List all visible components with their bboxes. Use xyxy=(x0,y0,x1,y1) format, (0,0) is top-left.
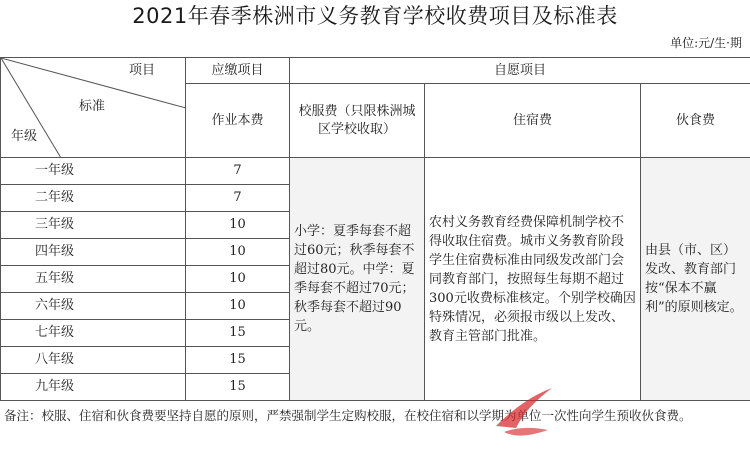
homework-fee-cell: 15 xyxy=(186,374,290,401)
grade-cell: 一年级 xyxy=(1,158,186,185)
grade-cell: 九年级 xyxy=(1,374,186,401)
homework-fee-cell: 10 xyxy=(186,293,290,320)
grade-cell: 二年级 xyxy=(1,185,186,212)
unit-label: 单位:元/生·期 xyxy=(670,36,742,50)
grade-cell: 五年级 xyxy=(1,266,186,293)
homework-fee-cell: 10 xyxy=(186,212,290,239)
page-title: 2021年春季株洲市义务教育学校收费项目及标准表 xyxy=(132,4,618,28)
lodging-fee-header: 住宿费 xyxy=(425,84,641,158)
homework-fee-cell: 10 xyxy=(186,266,290,293)
homework-fee-cell: 15 xyxy=(186,347,290,374)
diag-label-standard: 标准 xyxy=(79,99,106,114)
uniform-fee-header: 校服费（只限株洲城区学校收取） xyxy=(290,84,425,158)
diag-label-project: 项目 xyxy=(129,63,156,78)
grade-cell: 八年级 xyxy=(1,347,186,374)
meal-fee-text: 由县（市、区）发改、教育部门按“保本不赢利”的原则核定。 xyxy=(641,158,750,401)
lodging-fee-text: 农村义务教育经费保障机制学校不得收取住宿费。城市义务教育阶段学生住宿费标准由同级发改部门会同教育部门，按照每生每期不超过300元收费标准核定。个别学校确因特殊情况，必须报市级以上发改、教育主管部门批准。 xyxy=(425,158,641,401)
required-items-header: 应缴项目 xyxy=(186,58,290,84)
diag-label-grade: 年级 xyxy=(11,129,38,144)
homework-fee-cell: 10 xyxy=(186,239,290,266)
grade-cell: 七年级 xyxy=(1,320,186,347)
homework-fee-cell: 7 xyxy=(186,185,290,212)
homework-fee-cell: 15 xyxy=(186,320,290,347)
diagonal-header-cell xyxy=(1,58,186,158)
homework-fee-header: 作业本费 xyxy=(186,84,290,158)
fee-table xyxy=(0,57,750,401)
homework-fee-cell: 7 xyxy=(186,158,290,185)
voluntary-items-header: 自愿项目 xyxy=(290,58,750,84)
remarks-note: 备注：校服、住宿和伙食费要坚持自愿的原则，严禁强制学生定购校服，在校住宿和以学期为单位一次性向学生预收伙食费。 xyxy=(4,408,692,423)
watermark-logo xyxy=(490,382,560,440)
grade-cell: 四年级 xyxy=(1,239,186,266)
grade-cell: 三年级 xyxy=(1,212,186,239)
grade-cell: 六年级 xyxy=(1,293,186,320)
meal-fee-header: 伙食费 xyxy=(641,84,750,158)
uniform-fee-text: 小学：夏季每套不超过60元；秋季每套不超过80元。中学：夏季每套不超过70元；秋季每套不超过90元。 xyxy=(290,158,425,401)
